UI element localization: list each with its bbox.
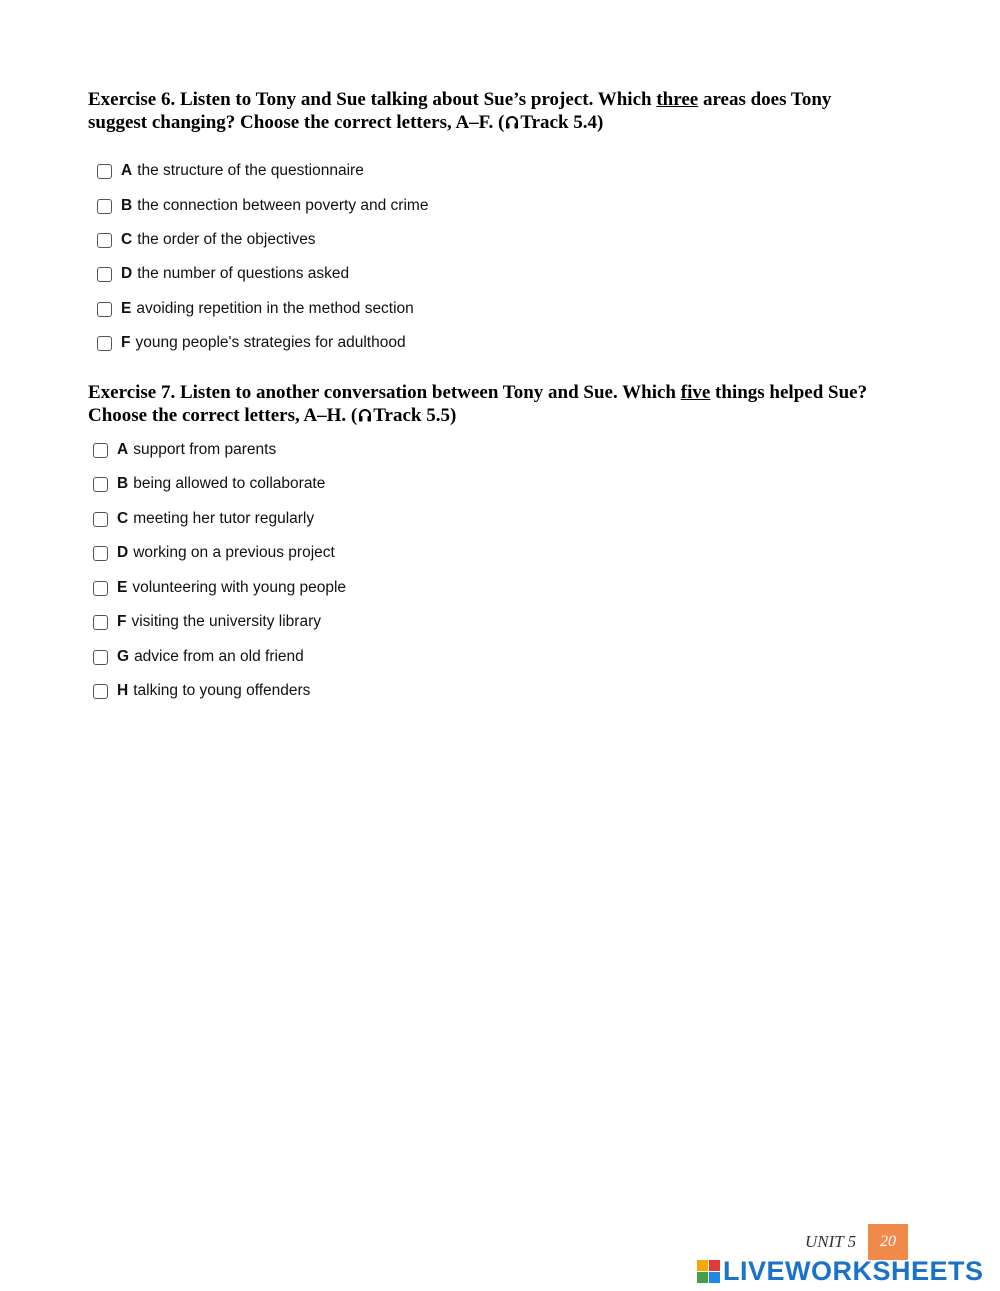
exercise-6-line-1: Exercise 6. Listen to Tony and Sue talking about Sue’s project. Which three areas does Tony bbox=[88, 89, 832, 110]
brand-name: LIVEWORKSHEETS bbox=[723, 1256, 984, 1286]
headphones-icon[interactable] bbox=[505, 113, 519, 136]
option-7d: D working on a previous project bbox=[93, 544, 335, 562]
option-7c: C meeting her tutor regularly bbox=[93, 510, 314, 528]
exercise-7-heading bbox=[88, 381, 918, 429]
checkbox-6b[interactable] bbox=[97, 199, 112, 214]
page-number: 20 bbox=[868, 1224, 908, 1260]
checkbox-6c[interactable] bbox=[97, 233, 112, 248]
unit-label: UNIT 5 bbox=[805, 1232, 857, 1251]
option-7h: H talking to young offenders bbox=[93, 682, 310, 700]
option-6f: F young people's strategies for adulthood bbox=[97, 334, 406, 352]
option-7a: A support from parents bbox=[93, 441, 276, 459]
checkbox-6d[interactable] bbox=[97, 267, 112, 282]
option-6b: B the connection between poverty and crime bbox=[97, 197, 428, 215]
option-6e: E avoiding repetition in the method section bbox=[97, 300, 414, 318]
checkbox-7h[interactable] bbox=[93, 684, 108, 699]
liveworksheets-logo-icon bbox=[697, 1260, 720, 1283]
option-7g: G advice from an old friend bbox=[93, 648, 304, 666]
checkbox-7b[interactable] bbox=[93, 477, 108, 492]
exercise-6-heading bbox=[88, 88, 918, 136]
option-7b: B being allowed to collaborate bbox=[93, 475, 325, 493]
checkbox-7a[interactable] bbox=[93, 443, 108, 458]
option-6d: D the number of questions asked bbox=[97, 265, 349, 283]
checkbox-7e[interactable] bbox=[93, 581, 108, 596]
checkbox-7g[interactable] bbox=[93, 650, 108, 665]
checkbox-7f[interactable] bbox=[93, 615, 108, 630]
checkbox-6a[interactable] bbox=[97, 164, 112, 179]
option-6c: C the order of the objectives bbox=[97, 231, 316, 249]
option-7e: E volunteering with young people bbox=[93, 579, 346, 597]
exercise-6-line-2: suggest changing? Choose the correct letters, A–F. ( Track 5.4) bbox=[88, 111, 918, 136]
checkbox-7d[interactable] bbox=[93, 546, 108, 561]
headphones-icon[interactable] bbox=[358, 406, 372, 429]
checkbox-6e[interactable] bbox=[97, 302, 112, 317]
option-7f: F visiting the university library bbox=[93, 613, 321, 631]
liveworksheets-brand[interactable] bbox=[697, 1256, 984, 1287]
checkbox-7c[interactable] bbox=[93, 512, 108, 527]
exercise-7-line-2: Choose the correct letters, A–H. ( Track 5.5) bbox=[88, 404, 918, 429]
exercise-7-emphasis: five bbox=[680, 382, 711, 403]
option-6a: A the structure of the questionnaire bbox=[97, 162, 364, 180]
checkbox-6f[interactable] bbox=[97, 336, 112, 351]
exercise-7-line-1: Exercise 7. Listen to another conversation between Tony and Sue. Which five things helped Sue? bbox=[88, 382, 868, 403]
exercise-6-emphasis: three bbox=[656, 89, 699, 110]
